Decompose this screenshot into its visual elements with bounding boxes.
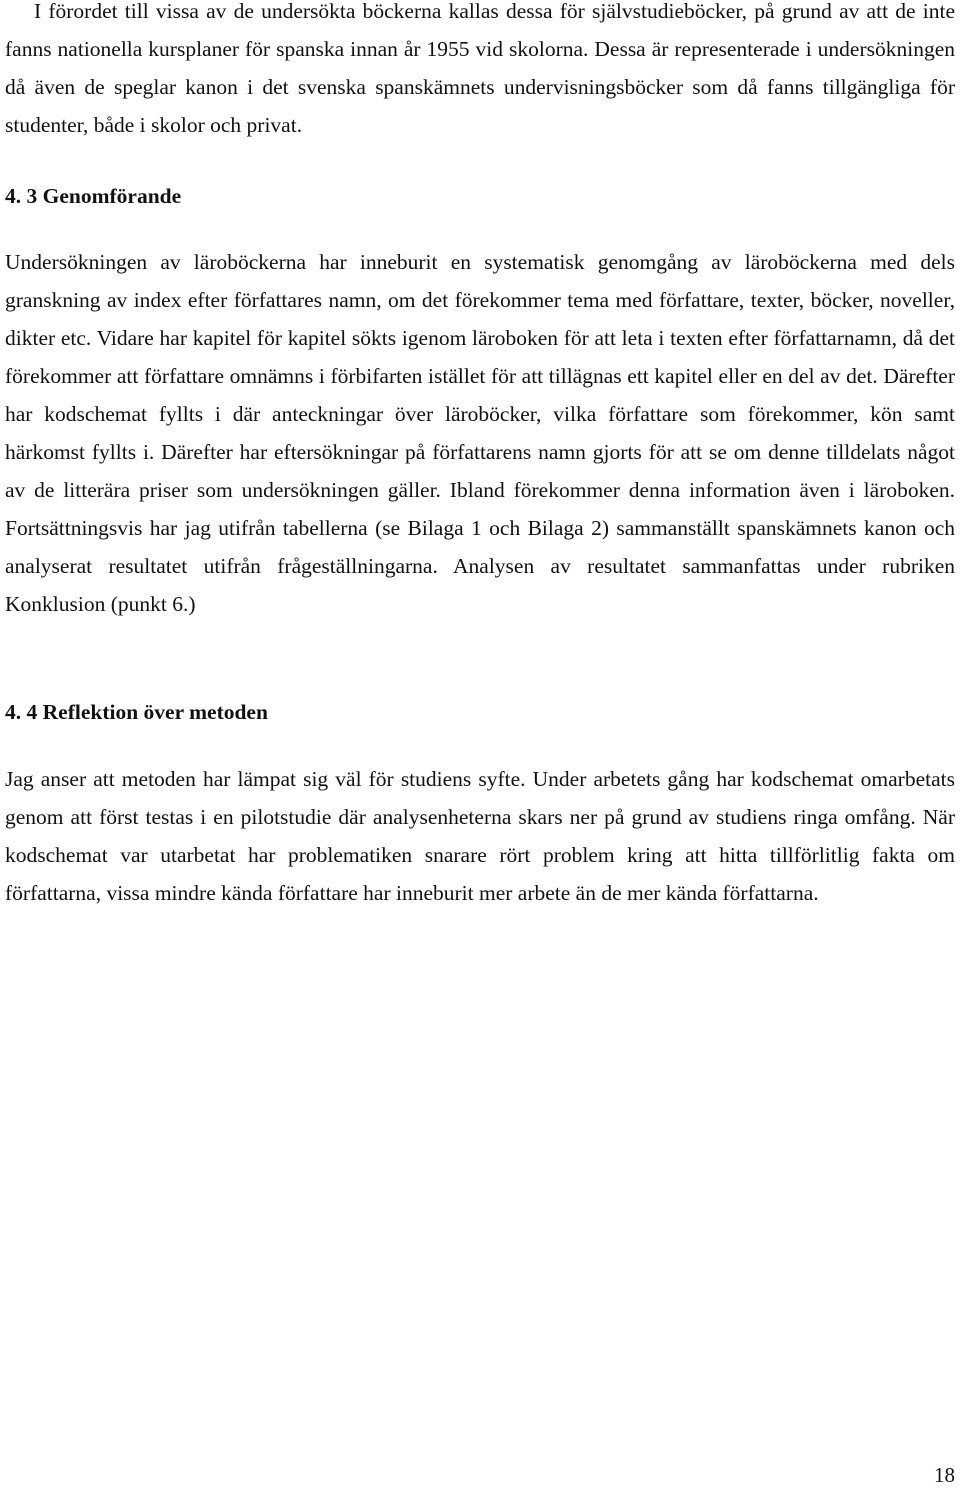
section-heading-genomforande: 4. 3 Genomförande xyxy=(5,184,182,208)
reflektion-paragraph: Jag anser att metoden har lämpat sig väl för studiens syfte. Under arbetets gång har kodschemat omarbetats genom att först testas i en pilotstudie där analysenheterna skars ner på grund av studiens ringa omfång. När kodschemat var utarbetat har problematiken snarare rört problem kring att hitta tillförlitlig fakta om författarna, vissa mindre kända författare har inneburit mer arbete än de mer kända författarna. xyxy=(5,767,955,905)
genomforande-paragraph: Undersökningen av läroböckerna har inneburit en systematisk genomgång av läroböckerna med dels granskning av index efter författares namn, om det förekommer tema med författare, texter, böcker, noveller, dikter etc. Vidare har kapitel för kapitel sökts igenom läroboken för att leta i texten efter författarnamn, då det förekommer att författare omnämns i förbifarten istället för att tillägnas ett kapitel eller en del av det. Därefter har kodschemat fyllts i där anteckningar över läroböcker, vilka författare som förekommer, kön samt härkomst fyllts i. Därefter har eftersökningar på författarens namn gjorts för att se om denne tilldelats något av de litterära priser som undersökningen gäller. Ibland förekommer denna information även i läroboken. Fortsättningsvis har jag utifrån tabellerna (se Bilaga 1 och Bilaga 2) sammanställt spanskämnets kanon och analyserat resultatet utifrån frågeställningarna. Analysen av resultatet sammanfattas under rubriken Konklusion (punkt 6.) xyxy=(5,250,955,616)
section-heading-reflektion: 4. 4 Reflektion över metoden xyxy=(5,700,268,724)
page-number: 18 xyxy=(934,1463,955,1487)
intro-paragraph: I förordet till vissa av de undersökta böckerna kallas dessa för självstudieböcker, på grund av att de inte fanns nationella kursplaner för spanska innan år 1955 vid skolorna. Dessa är representerade i undersökningen då även de speglar kanon i det svenska spanskämnets undervisningsböcker som då fanns tillgängliga för studenter, både i skolor och privat. xyxy=(5,0,955,137)
